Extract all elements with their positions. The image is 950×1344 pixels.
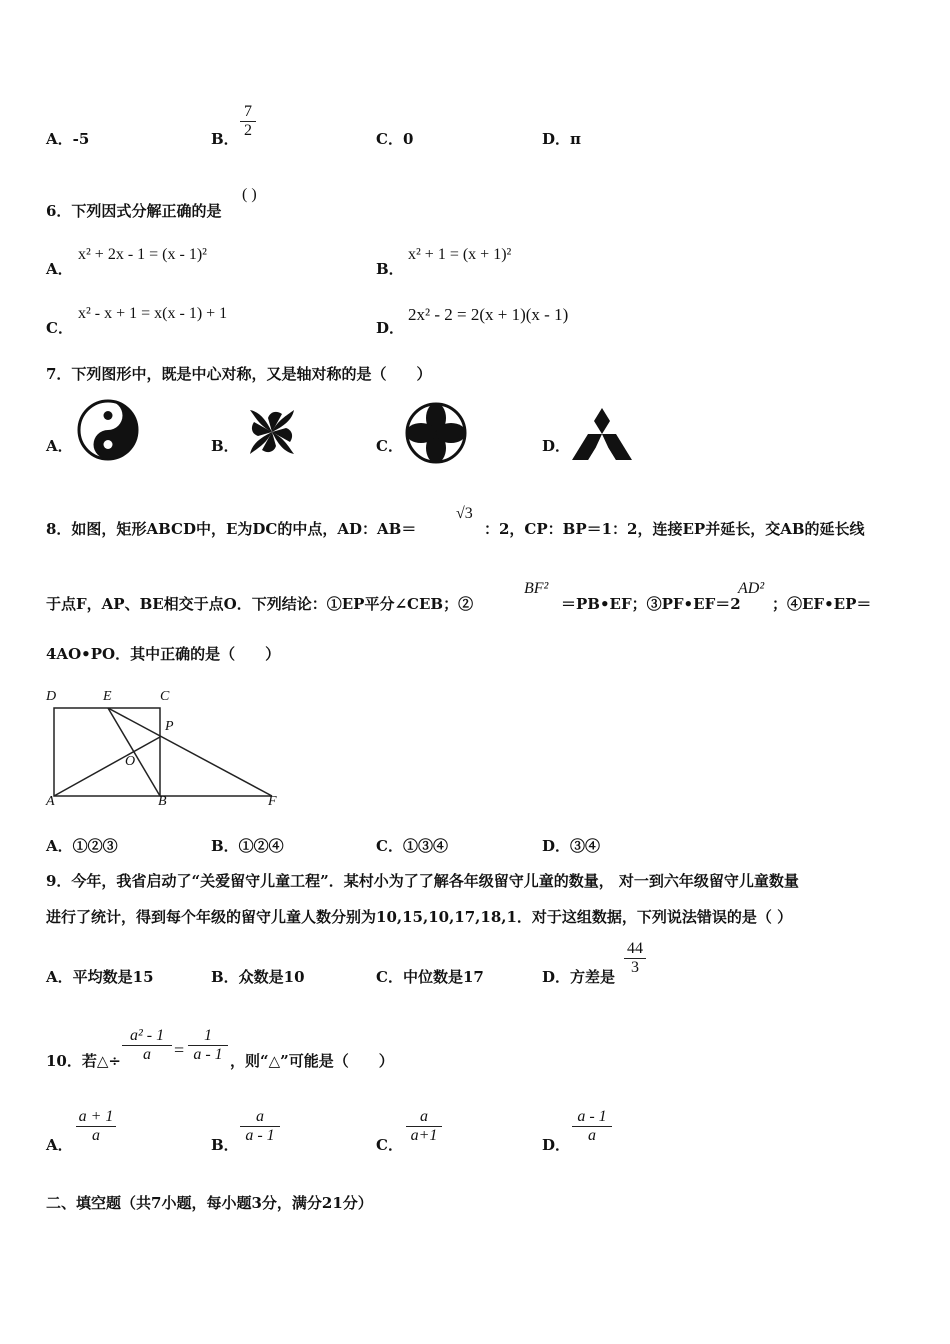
- q10-f1-denominator: a: [143, 1046, 151, 1063]
- section-2-title: 二、填空题（共7小题，每小题3分，满分21分）: [46, 1194, 373, 1212]
- q8-option-a: A．①②③: [46, 837, 118, 855]
- q9-d-numerator: 44: [627, 940, 643, 957]
- q9-d-denominator: 3: [631, 959, 639, 976]
- q8-line2-c: ；④EF•EP＝: [772, 595, 872, 613]
- q10-option-c-fraction: [406, 1108, 442, 1145]
- q10-suffix: ，则“△”可能是（ ）: [230, 1052, 394, 1070]
- q5-option-d: D．π: [542, 130, 581, 148]
- fig-label-p: P: [165, 719, 174, 734]
- q10-b-denominator: a - 1: [245, 1127, 275, 1144]
- q7-stem: 7．下列图形中，既是中心对称，又是轴对称的是（ ）: [46, 365, 432, 383]
- q10-a-numerator: a + 1: [78, 1108, 114, 1125]
- fig-label-e: E: [103, 689, 112, 704]
- q8-option-b: B．①②④: [211, 837, 284, 855]
- q8-bf-squared: BF²: [524, 580, 549, 597]
- fig-label-b: B: [158, 794, 167, 809]
- q9-option-a: A．平均数是15: [46, 968, 154, 986]
- q10-prefix: 10．若△÷: [46, 1052, 121, 1070]
- q8-line2-b: ＝PB•EF；③PF•EF＝2: [561, 595, 741, 613]
- q7-option-b-label: B．: [211, 437, 239, 455]
- fig-label-d: D: [46, 689, 57, 704]
- q9-option-c: C．中位数是17: [376, 968, 484, 986]
- q10-option-c-label: C．: [376, 1136, 403, 1154]
- q10-option-d-label: D．: [542, 1136, 571, 1154]
- pinwheel-icon: [240, 400, 304, 464]
- q6-option-a-label: A．: [46, 260, 73, 278]
- q9-option-d-fraction: [624, 940, 646, 977]
- q10-fraction-1: [122, 1027, 172, 1064]
- q8-sqrt3: √3: [456, 505, 473, 522]
- q6-option-d-label: D．: [376, 319, 405, 337]
- q5-b-numerator: 7: [244, 103, 252, 120]
- q6-option-b-expr: x² + 1 = (x + 1)²: [408, 246, 512, 263]
- q6-option-c-label: C．: [46, 319, 73, 337]
- q9-line2: 进行了统计，得到每个年级的留守儿童人数分别为10,15,10,17,18,1．对于这组数据，下列说法错误的是（ ）: [46, 908, 793, 926]
- q10-option-a-label: A．: [46, 1136, 73, 1154]
- q10-fraction-2: [188, 1027, 228, 1064]
- q10-option-b-fraction: [240, 1108, 280, 1145]
- q6-option-d-expr: 2x² - 2 = 2(x + 1)(x - 1): [408, 305, 569, 324]
- q8-line3: 4AO•PO．其中正确的是（ ）: [46, 645, 281, 663]
- q8-line1-b: ：2，CP：BP＝1：2，连接EP并延长，交AB的延长线: [484, 520, 865, 538]
- q5-option-b-fraction: [240, 103, 256, 140]
- q10-d-denominator: a: [588, 1127, 596, 1144]
- q10-f2-denominator: a - 1: [193, 1046, 223, 1063]
- q10-f2-numerator: 1: [204, 1027, 212, 1044]
- q6-option-a-expr: x² + 2x - 1 = (x - 1)²: [78, 246, 207, 263]
- yin-yang-icon: [76, 398, 140, 462]
- q10-c-denominator: a+1: [410, 1127, 438, 1144]
- q10-d-numerator: a - 1: [577, 1108, 607, 1125]
- q9-line1: 9．今年，我省启动了“关爱留守儿童工程”．某村小为了了解各年级留守儿童的数量， 对一到六年级留守儿童数量: [46, 872, 799, 890]
- fig-label-a: A: [46, 794, 55, 809]
- q10-option-b-label: B．: [211, 1136, 239, 1154]
- q6-option-b-label: B．: [376, 260, 404, 278]
- q5-b-denominator: 2: [244, 122, 252, 139]
- fig-label-c: C: [160, 689, 170, 704]
- q8-ad-squared: AD²: [738, 580, 765, 597]
- q10-c-numerator: a: [420, 1108, 428, 1125]
- q7-option-a-label: A．: [46, 437, 73, 455]
- four-petal-flower-icon: [404, 401, 468, 465]
- q8-option-d: D．③④: [542, 837, 601, 855]
- q6-stem: 6．下列因式分解正确的是: [46, 202, 222, 220]
- fig-label-f: F: [268, 794, 277, 809]
- q8-geometry-figure: [42, 688, 292, 814]
- q8-line1-a: 8．如图，矩形ABCD中，E为DC的中点，AD：AB＝: [46, 520, 417, 538]
- q7-option-c-label: C．: [376, 437, 403, 455]
- q10-option-a-fraction: [76, 1108, 116, 1145]
- q5-option-a: A．-5: [46, 130, 90, 148]
- q5-option-b-label: B．: [211, 130, 239, 148]
- q9-option-b: B．众数是10: [211, 968, 305, 986]
- q10-option-d-fraction: [572, 1108, 612, 1145]
- q10-a-denominator: a: [92, 1127, 100, 1144]
- q8-line2-a: 于点F，AP、BE相交于点O．下列结论：①EP平分∠CEB；②: [46, 595, 474, 613]
- q6-option-c-expr: x² - x + 1 = x(x - 1) + 1: [78, 305, 228, 322]
- q7-option-d-label: D．: [542, 437, 571, 455]
- q5-option-c: C．0: [376, 130, 414, 148]
- q9-option-d-label: D．方差是: [542, 968, 616, 986]
- three-diamond-icon: [572, 408, 632, 460]
- q10-f1-numerator: a² - 1: [129, 1027, 165, 1044]
- q10-equals: =: [174, 1040, 185, 1060]
- q10-b-numerator: a: [256, 1108, 264, 1125]
- q8-option-c: C．①③④: [376, 837, 448, 855]
- fig-label-o: O: [125, 754, 136, 769]
- q6-paren: ( ): [242, 186, 257, 203]
